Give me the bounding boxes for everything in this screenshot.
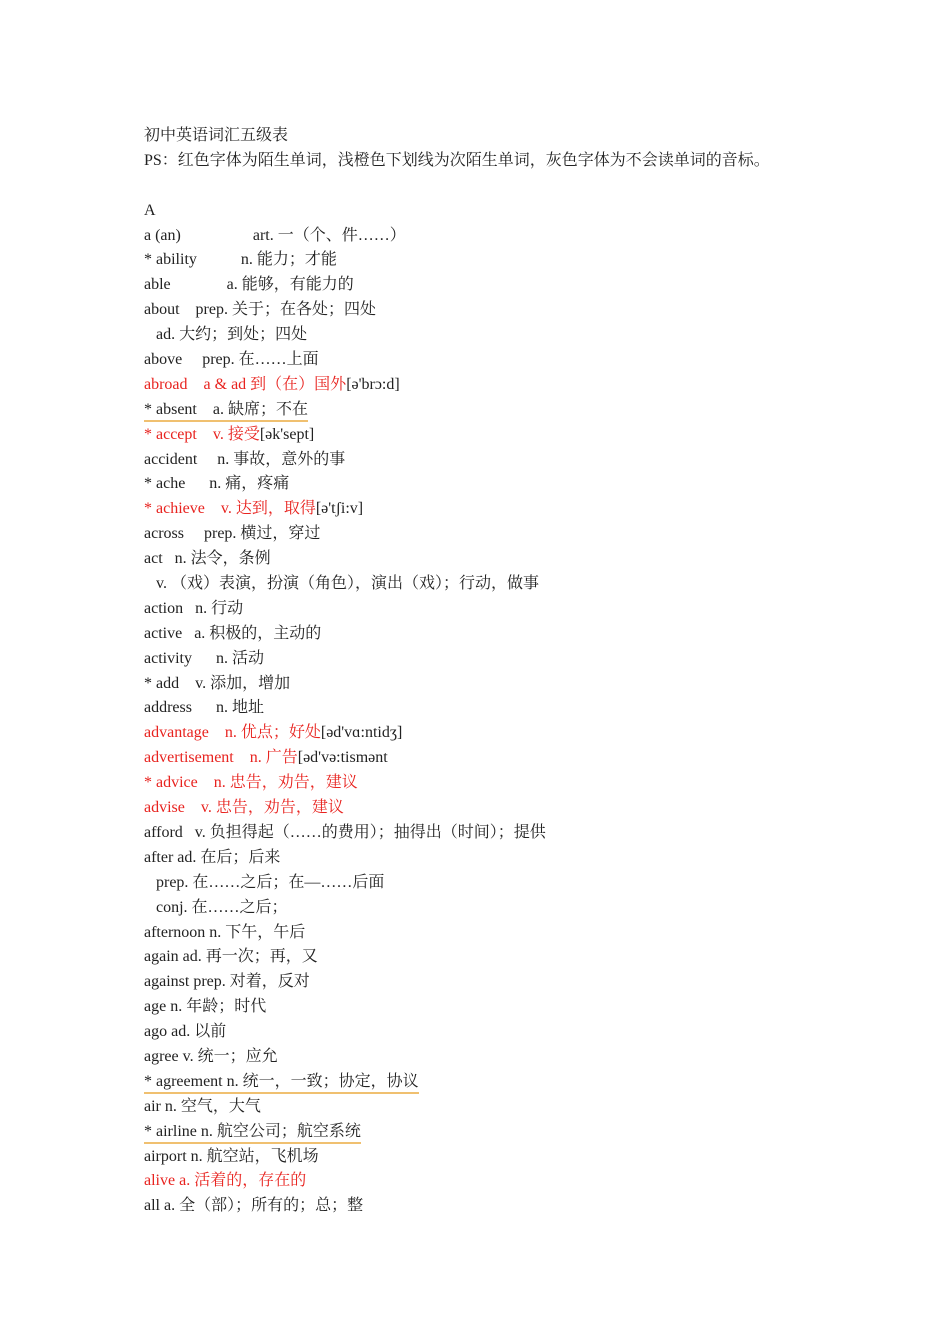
vocabulary-entry — [144, 373, 924, 398]
vocabulary-entry — [144, 746, 924, 771]
vocabulary-entry — [144, 298, 924, 323]
vocabulary-entry — [144, 970, 924, 995]
vocabulary-entry — [144, 248, 924, 273]
vocabulary-entry — [144, 647, 924, 672]
blank-line — [144, 174, 924, 199]
vocabulary-entry — [144, 1169, 924, 1194]
entry-text: airport n. 航空站，飞机场 — [144, 1147, 319, 1165]
entry-text: afternoon n. 下午，午后 — [144, 923, 306, 941]
vocabulary-entry — [144, 224, 924, 249]
vocabulary-entry — [144, 472, 924, 497]
vocabulary-list — [144, 224, 924, 1220]
vocabulary-entry — [144, 945, 924, 970]
vocabulary-entry — [144, 348, 924, 373]
entry-text: afford v. 负担得起（……的费用）；抽得出（时间）；提供 — [144, 823, 546, 841]
entry-text: ad. 大约；到处；四处 — [152, 326, 308, 344]
vocabulary-entry — [144, 622, 924, 647]
entry-text: age n. 年龄；时代 — [144, 998, 267, 1016]
vocabulary-entry — [144, 771, 924, 796]
entry-text: air n. 空气，大气 — [144, 1097, 261, 1115]
entry-text: act n. 法令，条例 — [144, 550, 271, 568]
vocabulary-entry — [144, 696, 924, 721]
vocabulary-entry — [144, 597, 924, 622]
entry-text: address n. 地址 — [144, 699, 264, 717]
phonetic-transcription: [ə'tʃi:v] — [315, 500, 364, 518]
vocabulary-entry — [144, 1145, 924, 1170]
vocabulary-entry — [144, 1120, 924, 1145]
vocabulary-entry — [144, 398, 924, 423]
entry-text: * accept v. 接受 — [144, 425, 260, 443]
entry-text: * add v. 添加，增加 — [144, 674, 291, 692]
entry-text: across prep. 横过，穿过 — [144, 525, 321, 543]
underlined-entry — [144, 1122, 361, 1144]
entry-text: above prep. 在……上面 — [144, 351, 319, 369]
vocabulary-entry — [144, 672, 924, 697]
phonetic-transcription: [ək'sept] — [259, 425, 315, 443]
document-title: 初中英语词汇五级表 — [144, 127, 289, 144]
entry-text: active a. 积极的，主动的 — [144, 624, 322, 642]
vocabulary-entry — [144, 497, 924, 522]
phonetic-transcription: [əd'vɑ:ntidʒ] — [320, 724, 403, 742]
vocabulary-entry — [144, 1045, 924, 1070]
underlined-entry — [144, 400, 308, 422]
entry-text: * agreement n. 统一，一致；协定，协议 — [144, 1072, 419, 1090]
entry-text: conj. 在……之后； — [152, 898, 288, 916]
entry-text: * advice n. 忠告，劝告，建议 — [144, 774, 358, 792]
entry-text: prep. 在……之后；在—……后面 — [152, 873, 385, 891]
entry-text: about prep. 关于；在各处；四处 — [144, 301, 376, 319]
entry-text: v. （戏）表演，扮演（角色），演出（戏）；行动，做事 — [152, 575, 539, 593]
vocabulary-entry — [144, 846, 924, 871]
entry-text: a (an) art. 一（个、件……） — [144, 226, 406, 244]
entry-text: * ability n. 能力；才能 — [144, 251, 337, 269]
vocabulary-entry — [144, 821, 924, 846]
vocabulary-entry — [144, 871, 924, 896]
entry-text: advantage n. 优点；好处 — [144, 724, 321, 742]
entry-text: * achieve v. 达到，取得 — [144, 500, 316, 518]
entry-text: ago ad. 以前 — [144, 1023, 227, 1041]
entry-text: able a. 能够，有能力的 — [144, 276, 354, 294]
entry-text: accident n. 事故，意外的事 — [144, 450, 346, 468]
vocabulary-entry — [144, 273, 924, 298]
vocabulary-entry — [144, 921, 924, 946]
entry-text: advise v. 忠告，劝告，建议 — [144, 799, 344, 817]
phonetic-transcription: [əd'və:tismənt — [297, 749, 388, 767]
vocabulary-entry — [144, 796, 924, 821]
entry-text: all a. 全（部）；所有的；总；整 — [144, 1197, 364, 1215]
entry-text: abroad a & ad 到（在）国外 — [144, 375, 347, 393]
vocabulary-entry — [144, 1020, 924, 1045]
vocabulary-entry — [144, 323, 924, 348]
entry-text: agree v. 统一；应允 — [144, 1047, 278, 1065]
entry-text: alive a. 活着的，存在的 — [144, 1172, 307, 1190]
vocabulary-entry — [144, 721, 924, 746]
vocabulary-entry — [144, 1070, 924, 1095]
vocabulary-entry — [144, 995, 924, 1020]
vocabulary-entry — [144, 547, 924, 572]
vocabulary-entry — [144, 522, 924, 547]
entry-text: advertisement n. 广告 — [144, 749, 298, 767]
entry-text: again ad. 再一次；再，又 — [144, 948, 318, 966]
document-page — [144, 124, 924, 1219]
entry-text: * airline n. 航空公司；航空系统 — [144, 1122, 361, 1140]
section-letter: A — [144, 201, 156, 219]
phonetic-transcription: [ə'brɔ:d] — [346, 375, 400, 393]
entry-text: activity n. 活动 — [144, 649, 264, 667]
vocabulary-entry — [144, 896, 924, 921]
entry-text: against prep. 对着，反对 — [144, 973, 310, 991]
vocabulary-entry — [144, 1095, 924, 1120]
vocabulary-entry — [144, 448, 924, 473]
entry-text: after ad. 在后；后来 — [144, 848, 281, 866]
entry-text: action n. 行动 — [144, 599, 244, 617]
entry-text: * ache n. 痛，疼痛 — [144, 475, 290, 493]
vocabulary-entry — [144, 1194, 924, 1219]
entry-text: * absent a. 缺席；不在 — [144, 400, 308, 418]
underlined-entry — [144, 1072, 419, 1094]
legend-note: PS：红色字体为陌生单词，浅橙色下划线为次陌生单词，灰色字体为不会读单词的音标。 — [144, 151, 770, 169]
vocabulary-entry — [144, 423, 924, 448]
vocabulary-entry — [144, 572, 924, 597]
